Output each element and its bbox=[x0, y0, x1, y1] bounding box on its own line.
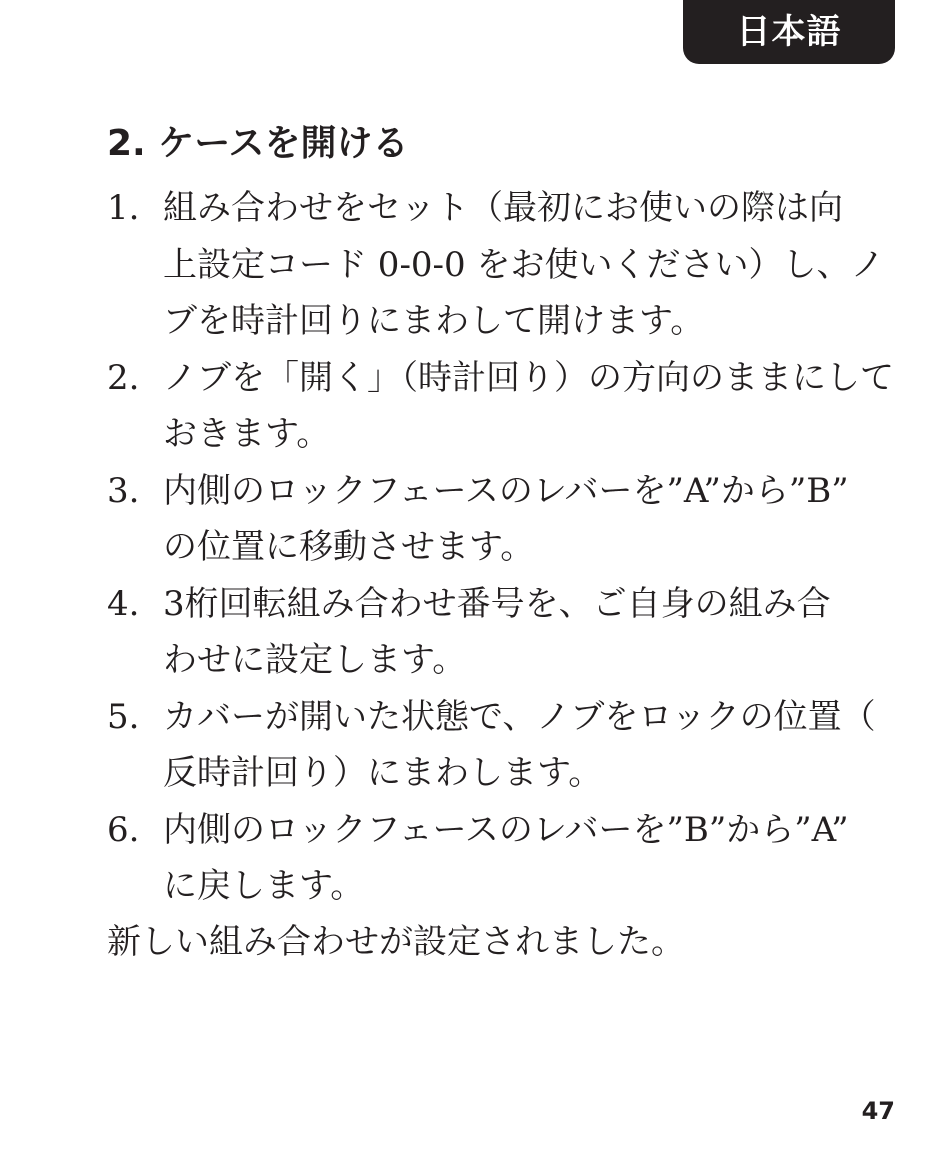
step-text-line: わせに設定します。 bbox=[163, 640, 467, 680]
step-text-line: ノブを「開く」（時計回り）の方向のままにして bbox=[163, 357, 894, 398]
step-item bbox=[107, 802, 897, 915]
closing-text: 新しい組み合わせが設定されました。 bbox=[107, 922, 685, 962]
step-text-line: の位置に移動させます。 bbox=[163, 527, 535, 567]
step-text-line: 上設定コード 0-0-0 をお使いください）し、ノ bbox=[163, 244, 885, 285]
step-number: 2. bbox=[107, 357, 140, 398]
step-number: 5. bbox=[107, 696, 140, 737]
step-text-line: 内側のロックフェースのレバーを”A”から”B” bbox=[163, 470, 849, 511]
step-text-line: ブを時計回りにまわして開けます。 bbox=[163, 301, 705, 341]
step-text-line: に戻します。 bbox=[163, 866, 365, 906]
page-number: 47 bbox=[861, 1097, 895, 1125]
step-text-line: 3桁回転組み合わせ番号を、ご自身の組み合 bbox=[163, 583, 831, 624]
step-item bbox=[107, 689, 897, 802]
step-item bbox=[107, 350, 897, 463]
step-item bbox=[107, 576, 897, 689]
step-text-line: おきます。 bbox=[163, 414, 331, 454]
section-title: 2. ケースを開ける bbox=[107, 123, 409, 164]
step-item bbox=[107, 180, 897, 350]
language-tab: 日本語 bbox=[683, 0, 895, 64]
step-number: 6. bbox=[107, 809, 140, 850]
steps-list bbox=[107, 180, 897, 915]
step-text-line: 反時計回り）にまわします。 bbox=[163, 753, 603, 793]
step-item bbox=[107, 463, 897, 576]
step-text-line: 内側のロックフェースのレバーを”B”から”A” bbox=[163, 809, 849, 850]
step-number: 4. bbox=[107, 583, 140, 624]
step-text-line: 組み合わせをセット（最初にお使いの際は向 bbox=[163, 188, 843, 228]
step-number: 3. bbox=[107, 470, 140, 511]
step-text-line: カバーが開いた状態で、ノブをロックの位置（ bbox=[163, 696, 876, 737]
step-number: 1. bbox=[107, 188, 140, 228]
